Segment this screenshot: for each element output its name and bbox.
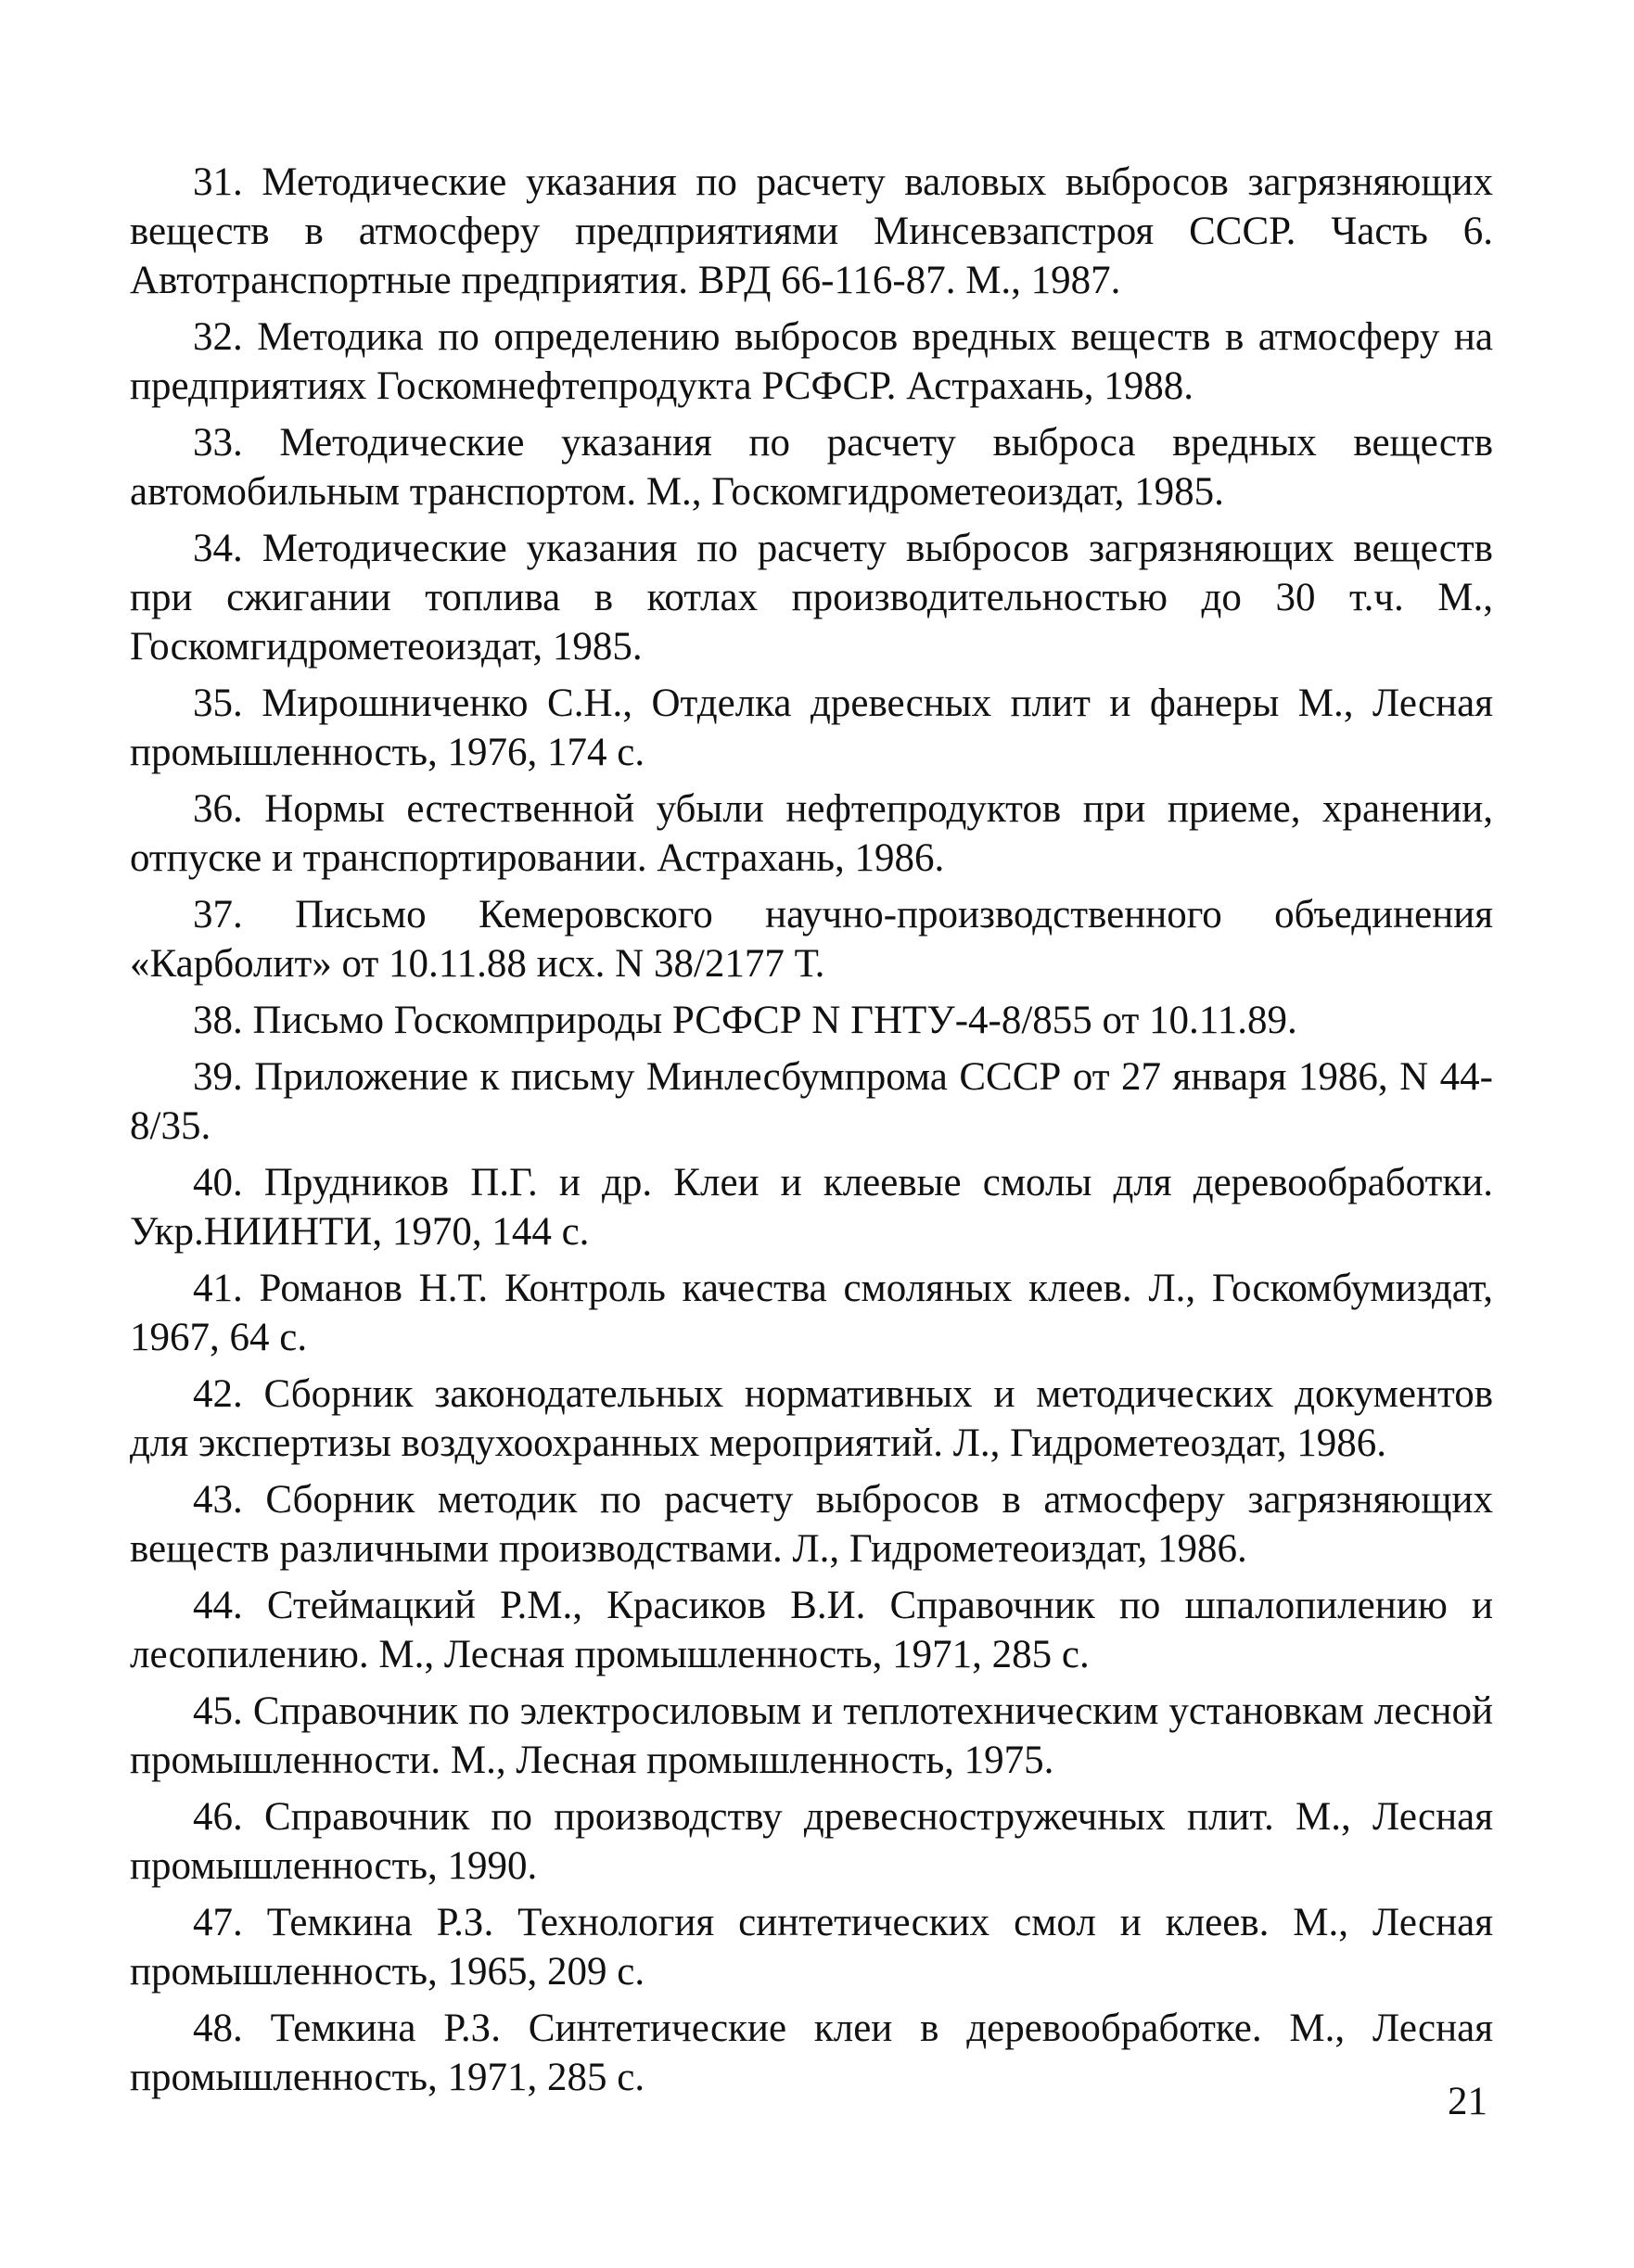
- reference-item: 43. Сборник методик по расчету выбросов в атмосферу загрязняющих веществ различными производствами. Л., Гидрометеоиздат, 1986.: [130, 1478, 1493, 1571]
- reference-item: 47. Темкина Р.З. Технология синтетических смол и клеев. М., Лесная промышленность, 1965, 209 с.: [130, 1901, 1493, 1994]
- reference-item: 38. Письмо Госкомприроды РСФСР N ГНТУ-4-8/855 от 10.11.89.: [193, 999, 1297, 1042]
- reference-item: 40. Прудников П.Г. и др. Клеи и клеевые смолы для деревообработки. Укр.НИИНТИ, 1970, 144 с.: [130, 1161, 1493, 1254]
- reference-item: 48. Темкина Р.З. Синтетические клеи в деревообработке. М., Лесная промышленность, 1971, 285 с.: [130, 2007, 1493, 2099]
- reference-item: 36. Нормы естественной убыли нефтепродуктов при приеме, хранении, отпуске и транспортировании. Астрахань, 1986.: [130, 787, 1493, 880]
- reference-item: 39. Приложение к письму Минлесбумпрома СССР от 27 января 1986, N 44-8/35.: [130, 1055, 1493, 1148]
- reference-item: 33. Методические указания по расчету выброса вредных веществ автомобильным транспортом. М., Госкомгидрометеоиздат, 1985.: [130, 421, 1493, 514]
- reference-item: 44. Стеймацкий Р.М., Красиков В.И. Справочник по шпалопилению и лесопилению. М., Лесная промышленность, 1971, 285 с.: [130, 1584, 1493, 1676]
- reference-item: 46. Справочник по производству древесностружечных плит. М., Лесная промышленность, 1990.: [130, 1795, 1493, 1888]
- reference-item: 34. Методические указания по расчету выбросов загрязняющих веществ при сжигании топлива в котлах производительностью до 30 т.ч. М., Госкомгидрометеоиздат, 1985.: [130, 527, 1493, 669]
- reference-item: 42. Сборник законодательных нормативных и методических документов для экспертизы воздухоохранных мероприятий. Л., Гидрометеоздат, 1986.: [130, 1372, 1493, 1465]
- reference-item: 31. Методические указания по расчету валовых выбросов загрязняющих веществ в атмосферу предприятиями Минсевзапстроя СССР. Часть 6. Автотранспортные предприятия. ВРД 66-116-87. М., 1987.: [130, 160, 1493, 302]
- reference-item: 35. Мирошниченко С.Н., Отделка древесных плит и фанеры М., Лесная промышленность, 1976, 174 с.: [130, 682, 1493, 774]
- reference-item: 45. Справочник по электросиловым и теплотехническим установкам лесной промышленности. М., Лесная промышленность, 1975.: [130, 1689, 1493, 1782]
- page-number: 21: [1448, 2080, 1487, 2123]
- reference-list: [130, 158, 1493, 2109]
- reference-item: 41. Романов Н.Т. Контроль качества смоляных клеев. Л., Госкомбумиздат, 1967, 64 с.: [130, 1267, 1493, 1359]
- reference-item: 32. Методика по определению выбросов вредных веществ в атмосферу на предприятиях Госкомнефтепродукта РСФСР. Астрахань, 1988.: [130, 315, 1493, 408]
- reference-item: 37. Письмо Кемеровского научно-производственного объединения «Карболит» от 10.11.88 исх. N 38/2177 Т.: [130, 893, 1493, 986]
